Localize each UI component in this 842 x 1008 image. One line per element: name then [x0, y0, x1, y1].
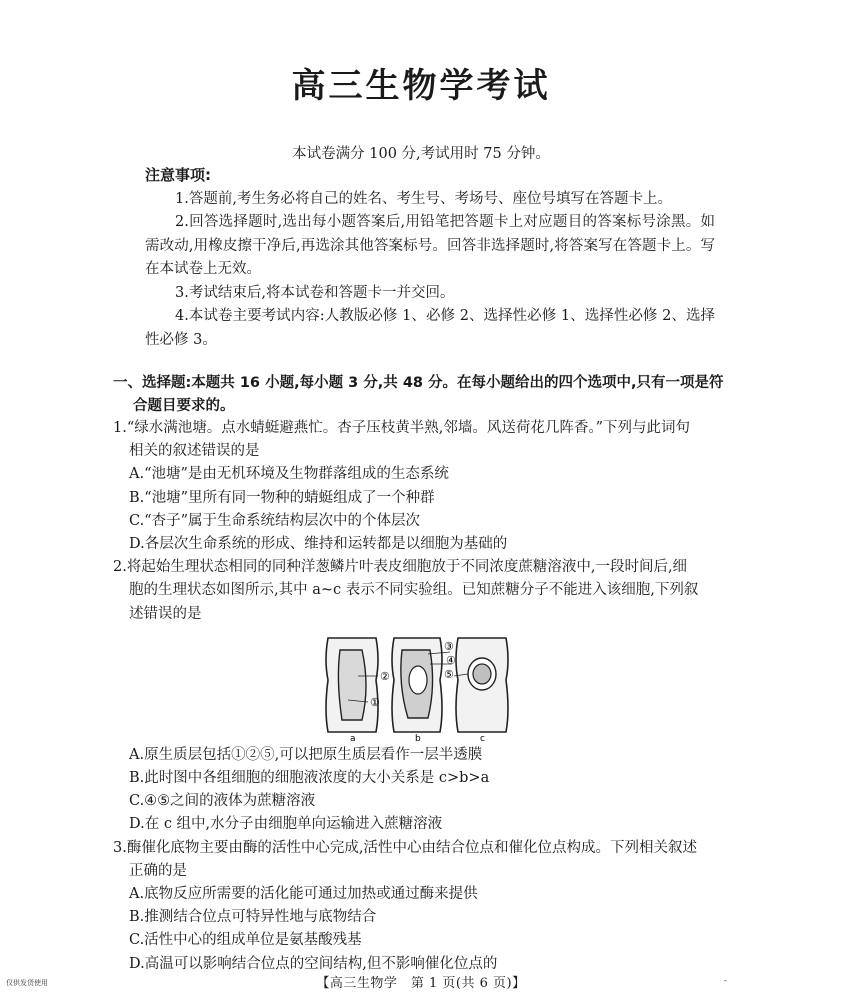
question-2-option-c: C.④⑤之间的液体为蔗糖溶液	[129, 793, 316, 810]
question-1-option-b: B.“池塘”里所有同一物种的蜻蜓组成了一个种群	[129, 489, 435, 506]
label-3: ③	[444, 639, 454, 653]
exam-info: 本试卷满分 100 分,考试用时 75 分钟。	[292, 146, 550, 162]
stem-line: 2.将起始生理状态相同的同种洋葱鳞片叶表皮细胞放于不同浓度蔗糖溶液中,一段时间后,细	[113, 559, 688, 576]
side-note: 仅供发货使用	[6, 979, 48, 987]
stem-line: 正确的是	[129, 862, 187, 879]
label-5: ⑤	[444, 667, 454, 681]
question-2-stem	[113, 556, 733, 626]
corner-mark: -	[724, 976, 727, 985]
notice-item: 4.本试卷主要考试内容:人教版必修 1、必修 2、选择性必修 1、选择性必修 2、选择性必修 3。	[145, 308, 715, 348]
question-1-stem	[113, 417, 733, 463]
question-list	[113, 417, 733, 976]
cell-a	[326, 638, 378, 732]
group-a-label: a	[350, 733, 356, 742]
question-1-option-d: D.各层次生命系统的形成、维持和运转都是以细胞为基础的	[129, 536, 508, 553]
question-1-option-a: A.“池塘”是由无机环境及生物群落组成的生态系统	[129, 466, 449, 483]
stem-line: 3.酶催化底物主要由酶的活性中心完成,活性中心由结合位点和催化位点构成。下列相关叙述	[113, 839, 697, 856]
question-3-option-a: A.底物反应所需要的活化能可通过加热或通过酶来提供	[129, 886, 478, 903]
question-3-stem	[113, 837, 733, 883]
notice-item: 1.答题前,考生务必将自己的姓名、考生号、考场号、座位号填写在答题卡上。	[175, 190, 672, 207]
notice-item: 3.考试结束后,将本试卷和答题卡一并交回。	[175, 284, 455, 301]
cell-c	[456, 638, 508, 732]
stem-line: 述错误的是	[129, 605, 202, 622]
question-3-option-d: D.高温可以影响结合位点的空间结构,但不影响催化位点的	[129, 955, 498, 972]
cell-b	[392, 638, 442, 732]
notice-block	[145, 164, 715, 352]
plasmolysis-diagram	[318, 630, 528, 742]
question-2-option-a: A.原生质层包括①②⑤,可以把原生质层看作一层半透膜	[129, 746, 483, 763]
group-b-label: b	[415, 733, 421, 742]
group-c-label: c	[480, 733, 485, 742]
cell-figure	[113, 626, 733, 744]
stem-line: 胞的生理状态如图所示,其中 a~c 表示不同实验组。已知蔗糖分子不能进入该细胞,下列叙	[129, 582, 699, 599]
notice-heading: 注意事项:	[145, 166, 211, 184]
stem-line: 相关的叙述错误的是	[129, 443, 260, 460]
section-heading	[113, 372, 733, 417]
exam-title: 高三生物学考试	[291, 66, 551, 106]
notice-item: 2.回答选择题时,选出每小题答案后,用铅笔把答题卡上对应题目的答案标号涂黑。如需改动,用橡皮擦干净后,再选涂其他答案标号。回答非选择题时,将答案写在答题卡上。写在本试卷上无效。	[145, 214, 715, 277]
question-2-option-b: B.此时图中各组细胞的细胞液浓度的大小关系是 c>b>a	[129, 770, 490, 787]
section-heading-line: 一、选择题:本题共 16 小题,每小题 3 分,共 48 分。在每小题给出的四个选项中,只有一项是符	[113, 375, 724, 391]
stem-line: 1.“绿水满池塘。点水蜻蜓避燕忙。杏子压枝黄半熟,邻墙。风送荷花几阵香。”下列与此词句	[113, 420, 691, 436]
question-1-option-c: C.“杏子”属于生命系统结构层次中的个体层次	[129, 512, 421, 529]
label-2: ②	[380, 669, 390, 683]
section-heading-line: 合题目要求的。	[133, 397, 235, 414]
question-2-option-d: D.在 c 组中,水分子由细胞单向运输进入蔗糖溶液	[129, 816, 443, 833]
label-1: ①	[370, 695, 380, 709]
question-3-option-c: C.活性中心的组成单位是氨基酸残基	[129, 932, 362, 949]
question-3-option-b: B.推测结合位点可特异性地与底物结合	[129, 909, 377, 926]
label-4: ④	[446, 653, 456, 667]
page-footer: 【高三生物学 第 1 页(共 6 页)】	[316, 976, 526, 991]
